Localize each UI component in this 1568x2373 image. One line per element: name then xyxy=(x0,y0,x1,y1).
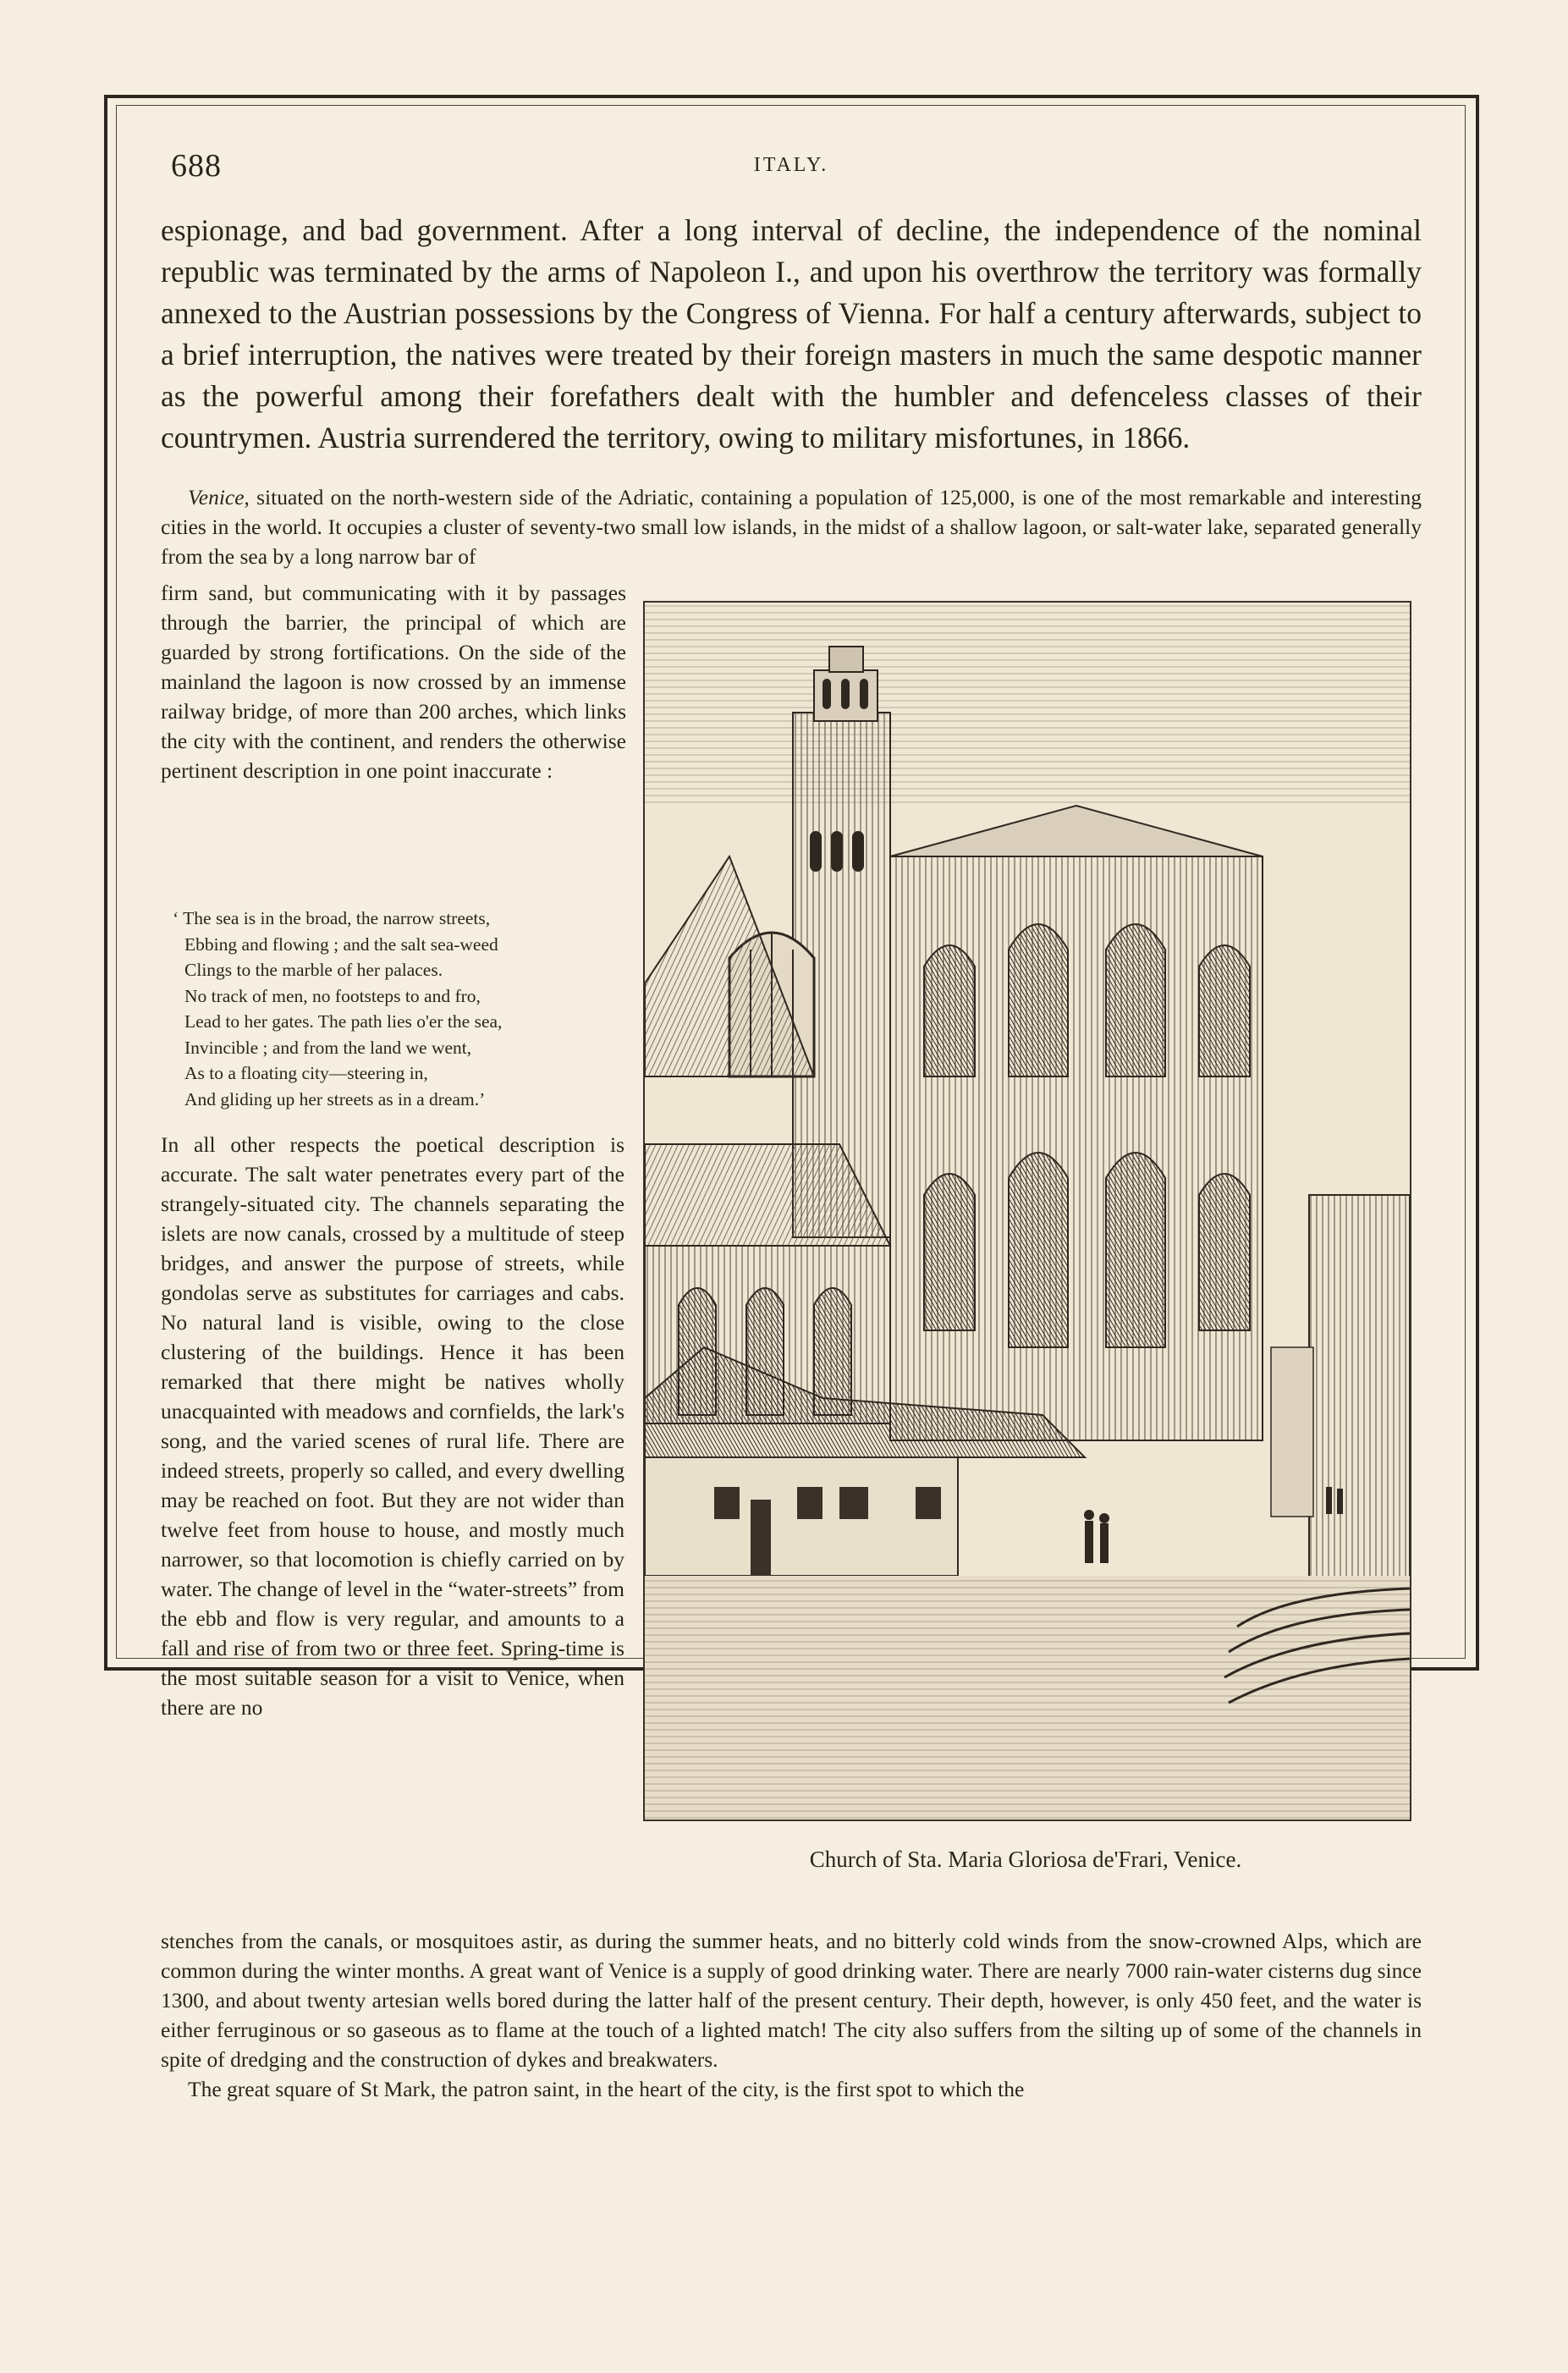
bottom-paragraph: stenches from the canals, or mosquitoes astir, as during the summer heats, and no bitterly cold winds from the snow-crowned Alps, which are common during the winter months. A great want of Venice is a supply of good drinking water. There are nearly 7000 rain-water cisterns dug since 1300, and about twenty artesian wells bored during the latter half of the present century. Their depth, however, is only 450 feet, and the water is either ferruginous or so gaseous as to flame at the touch of a lighted match! The city also suffers from the silting up of some of the channels in spite of dredging and the construction of dykes and breakwaters. xyxy=(161,1929,1422,2072)
poem-line: Clings to the marble of her palaces. xyxy=(184,960,443,980)
church-engraving-figure xyxy=(643,601,1415,1985)
venice-paragraph xyxy=(161,482,1422,571)
poem-line: Lead to her gates. The path lies o'er the sea, xyxy=(184,1011,503,1032)
figure-caption: Church of Sta. Maria Gloriosa de'Frari, Venice. xyxy=(809,1847,1242,1872)
running-title: ITALY. xyxy=(753,154,829,176)
page-header xyxy=(161,135,1422,186)
poem-line: Ebbing and flowing ; and the salt sea-weed xyxy=(184,933,498,955)
poem-line: And gliding up her streets as in a dream.’ xyxy=(184,1088,486,1109)
poem-line: ‘ The sea is in the broad, the narrow streets, xyxy=(173,908,491,928)
page-number: 688 xyxy=(171,148,222,184)
venice-lead-word: Venice xyxy=(188,485,245,509)
poem-line: Invincible ; and from the land we went, xyxy=(184,1037,472,1058)
left-column-text-2: In all other respects the poetical description is accurate. The salt water penetrates every part of the strangely-situated city. The channels separating the islets are now canals, crossed by a multitude of steep bridges, and answer the purpose of streets, while gondolas serve as substitutes for carriages and cabs. No natural land is visible, owing to the close clustering of the buildings. Hence it has been remarked that there might be natives wholly unacquainted with meadows and cornfields, the lark's song, and the varied scenes of rural life. There are indeed streets, properly so called, and every dwelling may be reached on foot. But they are not wider than twelve feet from house to house, and mostly much narrower, so that locomotion is chiefly carried on by water. The change of level in the “water-streets” from the ebb and flow is very regular, and amounts to a fall and rise of from two or three feet. Spring-time is the most suitable season for a visit to Venice, when there are no xyxy=(161,1132,624,1720)
poem-quote xyxy=(161,906,635,1112)
poem-line: As to a floating city—steering in, xyxy=(184,1063,428,1083)
final-line: The great square of St Mark, the patron saint, in the heart of the city, is the first spot to which the xyxy=(188,2077,1025,2101)
venice-paragraph-text: , situated on the north-western side of the Adriatic, containing a population of 125,000, is one of the most remarkable and interesting cities in the world. It occupies a cluster of seventy-two small low islands, in the midst of a shallow lagoon, or salt-water lake, separated generally from the sea by a long narrow bar of xyxy=(161,485,1422,569)
engraving-frame xyxy=(643,601,1411,1821)
lead-paragraph: espionage, and bad government. After a long interval of decline, the independence of the nominal republic was terminated by the arms of Napoleon I., and upon his overthrow the territory was formally annexed to the Austrian possessions by the Congress of Vienna. For half a century afterwards, subject to a brief interruption, the natives were treated by their foreign masters in much the same despotic manner as the powerful among their forefathers dealt with the humbler and defenceless classes of their countrymen. Austria surrendered the territory, owing to military misfortunes, in 1866. xyxy=(161,213,1422,454)
left-column-text-1: firm sand, but communicating with it by passages through the barrier, the principal of which are guarded by strong fortifications. On the side of the mainland the lagoon is now crossed by an immense railway bridge, of more than 200 arches, which links the city with the continent, and renders the otherwise pertinent description in one point inaccurate : xyxy=(161,581,626,783)
poem-line: No track of men, no footsteps to and fro, xyxy=(184,985,481,1006)
church-engraving-illustration xyxy=(645,603,1410,1820)
